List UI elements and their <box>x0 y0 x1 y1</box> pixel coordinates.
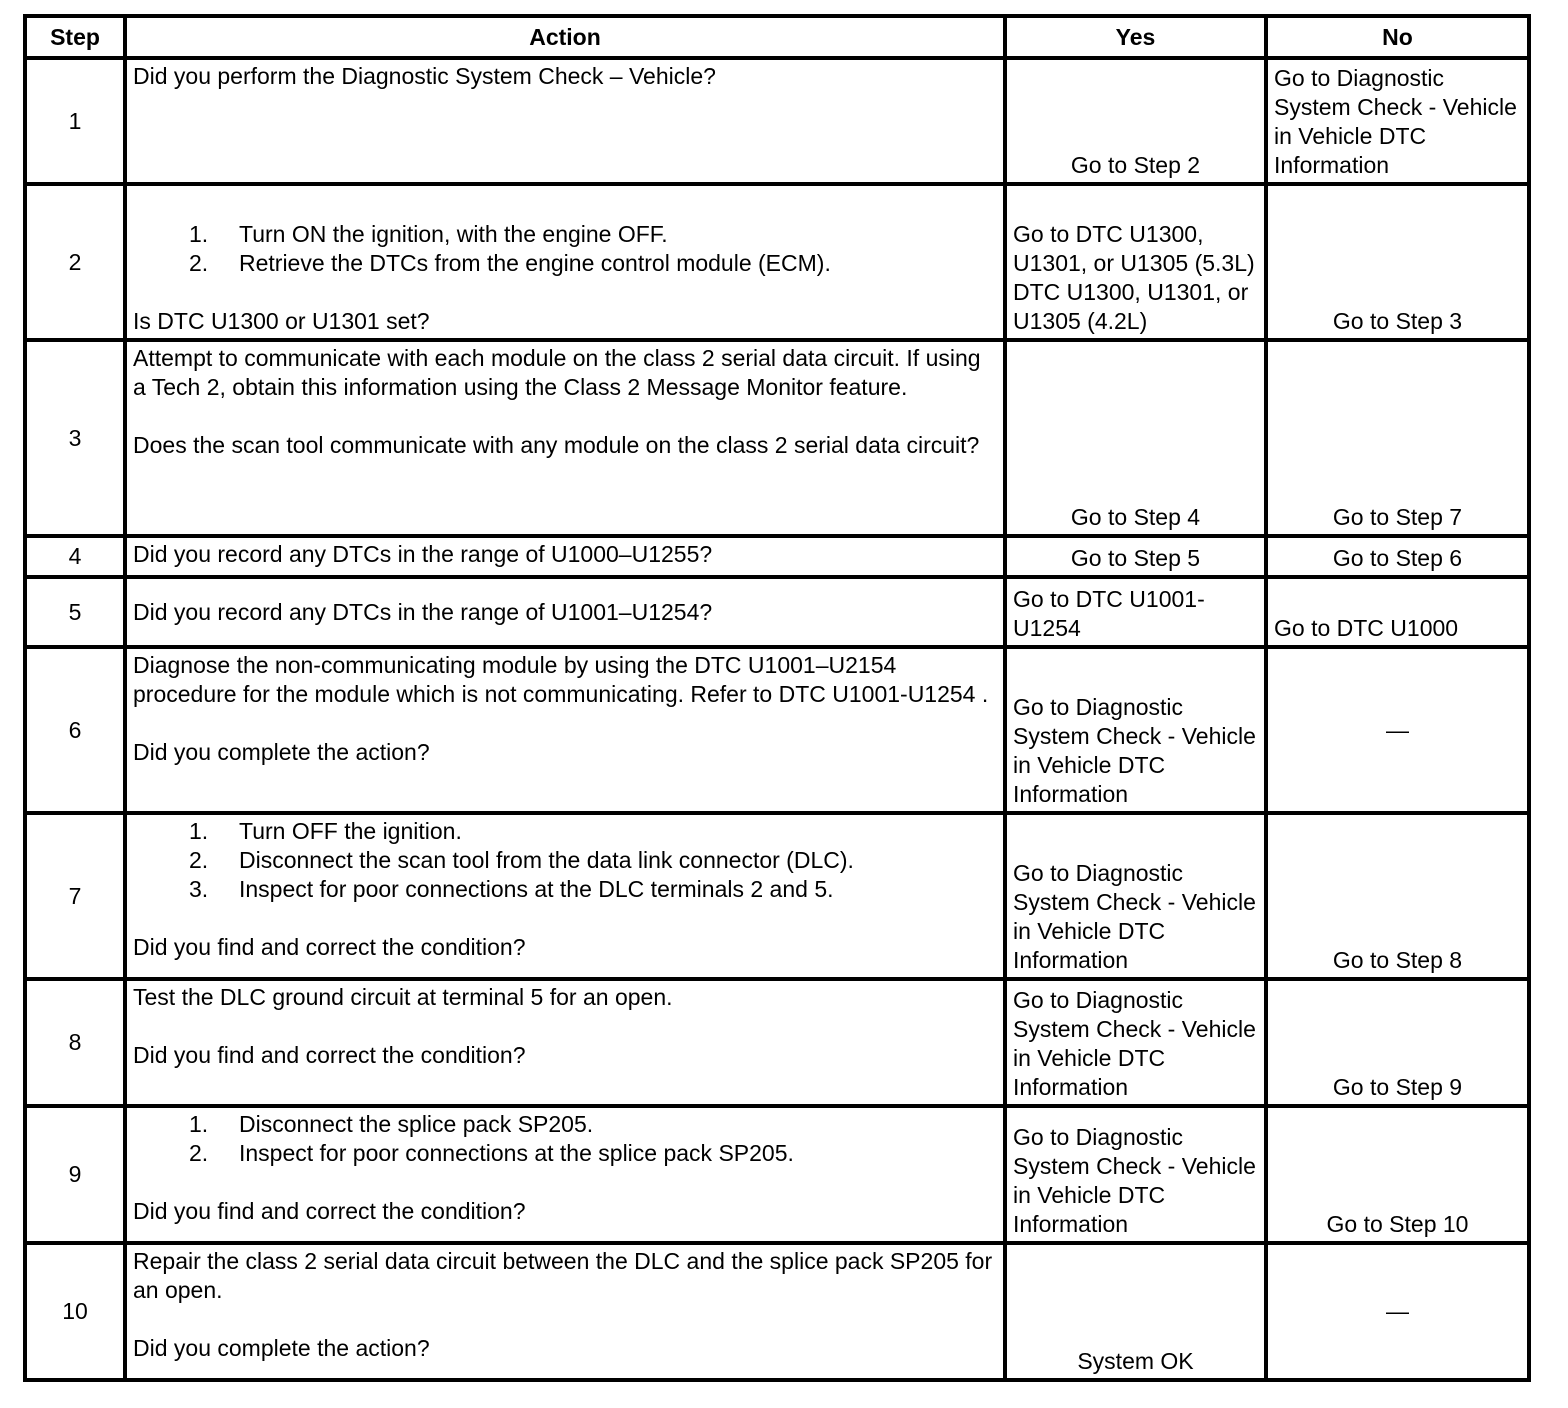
list-item: 1. Turn OFF the ignition. <box>189 818 462 844</box>
no-cell: Go to DTC U1000 <box>1266 577 1529 647</box>
action-text: Test the DLC ground circuit at terminal 5 for an open. <box>133 984 673 1010</box>
action-steps <box>133 220 997 278</box>
list-item: 2. Inspect for poor connections at the splice pack SP205. <box>189 1140 794 1166</box>
yes-cell: Go to Diagnostic System Check - Vehicle in Vehicle DTC Information <box>1005 813 1266 979</box>
header-action: Action <box>125 16 1005 58</box>
step-number: 9 <box>25 1106 125 1243</box>
action-text: Did you record any DTCs in the range of U1000–U1255? <box>133 541 713 567</box>
step-number: 2 <box>25 184 125 340</box>
action-cell <box>125 979 1005 1106</box>
action-cell <box>125 536 1005 577</box>
action-cell <box>125 1106 1005 1243</box>
table-row <box>25 1243 1529 1380</box>
no-cell: Go to Step 10 <box>1266 1106 1529 1243</box>
action-text: Did you record any DTCs in the range of U1001–U1254? <box>133 598 713 625</box>
list-item: 2. Retrieve the DTCs from the engine control module (ECM). <box>189 250 831 276</box>
header-no: No <box>1266 16 1529 58</box>
no-cell: Go to Step 8 <box>1266 813 1529 979</box>
action-question: Did you find and correct the condition? <box>133 934 526 960</box>
action-cell <box>125 647 1005 813</box>
no-cell: Go to Step 6 <box>1266 536 1529 577</box>
header-row <box>25 16 1529 58</box>
action-question: Is DTC U1300 or U1301 set? <box>133 308 430 334</box>
action-cell <box>125 577 1005 647</box>
action-question: Does the scan tool communicate with any module on the class 2 serial data circuit? <box>133 432 980 458</box>
action-steps <box>133 1110 997 1168</box>
action-text: Attempt to communicate with each module on the class 2 serial data circuit. If using a Tech 2, obtain this information using the Class 2 Message Monitor feature. <box>133 345 981 400</box>
yes-cell: Go to Diagnostic System Check - Vehicle in Vehicle DTC Information <box>1005 979 1266 1106</box>
yes-cell: System OK <box>1005 1243 1266 1380</box>
action-question: Did you complete the action? <box>133 739 430 765</box>
table-row <box>25 577 1529 647</box>
no-cell: — <box>1266 1243 1529 1380</box>
action-cell <box>125 184 1005 340</box>
action-cell <box>125 1243 1005 1380</box>
step-number: 6 <box>25 647 125 813</box>
no-cell: Go to Step 7 <box>1266 340 1529 536</box>
table-row <box>25 979 1529 1106</box>
list-item: 1. Turn ON the ignition, with the engine OFF. <box>189 221 668 247</box>
no-cell: Go to Step 3 <box>1266 184 1529 340</box>
step-number: 10 <box>25 1243 125 1380</box>
diagnostic-table <box>23 14 1531 1382</box>
yes-cell: Go to DTC U1001-U1254 <box>1005 577 1266 647</box>
table-row <box>25 184 1529 340</box>
step-number: 3 <box>25 340 125 536</box>
list-item: 1. Disconnect the splice pack SP205. <box>189 1111 594 1137</box>
header-step: Step <box>25 16 125 58</box>
table-row <box>25 647 1529 813</box>
action-text: Diagnose the non-communicating module by using the DTC U1001–U2154 procedure for the module which is not communicating. Refer to DTC U1001-U1254 . <box>133 652 989 707</box>
list-item: 3. Inspect for poor connections at the DLC terminals 2 and 5. <box>189 876 834 902</box>
action-cell <box>125 813 1005 979</box>
yes-cell: Go to Step 4 <box>1005 340 1266 536</box>
header-yes: Yes <box>1005 16 1266 58</box>
list-item: 2. Disconnect the scan tool from the data link connector (DLC). <box>189 847 854 873</box>
yes-cell: Go to Diagnostic System Check - Vehicle in Vehicle DTC Information <box>1005 647 1266 813</box>
action-cell <box>125 340 1005 536</box>
step-number: 7 <box>25 813 125 979</box>
table-row <box>25 58 1529 184</box>
yes-cell: Go to Step 2 <box>1005 58 1266 184</box>
step-number: 1 <box>25 58 125 184</box>
action-text: Repair the class 2 serial data circuit between the DLC and the splice pack SP205 for an open. <box>133 1248 993 1303</box>
table-row <box>25 536 1529 577</box>
yes-cell: Go to Diagnostic System Check - Vehicle in Vehicle DTC Information <box>1005 1106 1266 1243</box>
table-row <box>25 1106 1529 1243</box>
step-number: 4 <box>25 536 125 577</box>
action-steps <box>133 817 997 904</box>
action-question: Did you find and correct the condition? <box>133 1198 526 1224</box>
no-cell: Go to Diagnostic System Check - Vehicle in Vehicle DTC Information <box>1266 58 1529 184</box>
action-question: Did you find and correct the condition? <box>133 1042 526 1068</box>
no-cell: Go to Step 9 <box>1266 979 1529 1106</box>
step-number: 5 <box>25 577 125 647</box>
action-question: Did you complete the action? <box>133 1335 430 1361</box>
step-number: 8 <box>25 979 125 1106</box>
no-cell: — <box>1266 647 1529 813</box>
table-row <box>25 813 1529 979</box>
action-cell <box>125 58 1005 184</box>
table-row <box>25 340 1529 536</box>
yes-cell: Go to Step 5 <box>1005 536 1266 577</box>
action-text: Did you perform the Diagnostic System Check – Vehicle? <box>133 63 716 89</box>
yes-cell: Go to DTC U1300, U1301, or U1305 (5.3L) DTC U1300, U1301, or U1305 (4.2L) <box>1005 184 1266 340</box>
